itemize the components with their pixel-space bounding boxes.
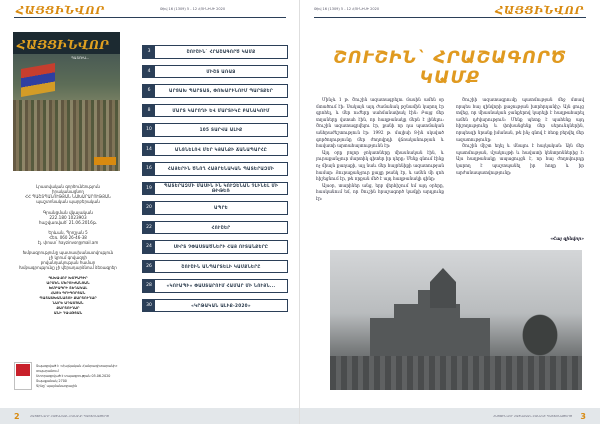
toc-item[interactable] [142, 182, 288, 196]
toc-page-number: 19 [143, 183, 155, 195]
imprint-line: էլ. փոստ՝ hayzinvor@mail.am [37, 240, 99, 245]
toc-title: ՍԻՐՏ ՉՓԱՍՏԱԾՆԵՐԻ ՀԱՅ ՈՒՏԱՆՔԵՐԸ [173, 244, 269, 250]
header-brand: ՀԱՅՑԻՆՎՈՐ [495, 4, 584, 17]
toc-title: ՇՈՒՇԻՆ ԱՆՊԱՐՏԵԼԻ ԿԱՄՔՆԵՐԸ [181, 263, 261, 269]
table-of-contents [142, 45, 288, 318]
staff-line: ԽՄԲԱԳՐԻ ՏԵՂԱԿԱԼ [48, 286, 88, 290]
toc-item[interactable] [142, 299, 288, 313]
flag-icon [21, 63, 55, 97]
toc-title: ՀԱՅԵՐԻՆ ԾՆՈՂ ՀԱՅՐԵՆԱԿԱՆ ՊԱՏԵՐԱԶՄԻ [167, 166, 275, 172]
imprint-line: Խմբագրությունը չի վերադարձնում ձեռագրեր [19, 265, 117, 270]
toc-page-number: 28 [143, 280, 155, 292]
imprint-publisher [10, 184, 126, 204]
logo-icon [16, 364, 30, 376]
toc-page-number: 4 [143, 66, 155, 78]
right-page [300, 0, 600, 424]
article-photo [330, 250, 582, 390]
page-number-right: 3 [580, 412, 586, 421]
imprint-line: ՀՀ ՊԱՇՏՊԱՆՈՒԹՅԱՆ ՆԱԽԱՐԱՐՈՒԹՅԱՆ [25, 194, 111, 199]
toc-page-number: 30 [143, 300, 155, 312]
staff-line: ՀԱՅԿ ԳՐԻԳՈՐՅԱՆ [50, 291, 86, 295]
publisher-logo [14, 362, 32, 390]
toc-title: ԱՊՐԵ [213, 205, 229, 211]
staff-line: ԱՐՄԵՆ ՄԵՐՈՒԺԱՆՅԱՆ [46, 281, 90, 285]
toc-page-number: 10 [143, 124, 155, 136]
imprint-line: Լրատվական գործունեություն [36, 184, 100, 189]
header-issue: Թիվ 16 (1309) 5 - 12 ՀՈՒՆԻՍԻ 2020 [160, 7, 226, 11]
article-signature: «Հայ զինվոր» [550, 236, 584, 241]
header-rule [14, 17, 286, 18]
toc-page-number: 16 [143, 163, 155, 175]
staff-line: ԳԼԽԱՎՈՐ ԽՄԲԱԳԻՐ [48, 276, 88, 280]
cover-title: ՀԱՅՑԻՆՎՈՐ [17, 38, 109, 52]
toc-item[interactable] [142, 143, 288, 157]
toc-item[interactable] [142, 45, 288, 59]
toc-item[interactable] [142, 123, 288, 137]
toc-page-number: 8 [143, 105, 155, 117]
footnote-line: Տպաքանակ 2700 [36, 379, 67, 383]
toc-title: «ԿՐԹԱԿԱՆ ԱԼԻՔ-2020» [191, 302, 251, 308]
toc-title: ԱՐՑԱԽ ՊԱՐՏԱՏ, ՓՈԽԱՐԻՆՈՒՄ ՊԱՐՏՔԵՐ [169, 88, 273, 94]
imprint-notes [10, 250, 126, 270]
imprint-line: Երևան, Պրոշյան 5 [48, 230, 88, 235]
cover-badge [94, 157, 116, 165]
imprint-line: Խմբագրությունը պատասխանատվություն [22, 250, 114, 255]
paragraph: Այսօր, տարիներ անց, երբ վերհիշում եմ այդ օրերը, հասկանում եմ, որ Շուշին հրաշագործ կամքի արդյունք էր: [316, 182, 444, 201]
imprint-footnote [36, 364, 132, 389]
stone-wall [330, 356, 582, 390]
staff-line: ՊԱՏԱՍԽԱՆԱՏՈՒ ՔԱՐՏՈՒՂԱՐ [39, 296, 97, 300]
staff-line: ՆԱՐԵ ԱԴԱՄՅԱՆ [52, 301, 84, 305]
left-footer-text: ՀԱՅՑԻՆՎՈՐ ՀԱՅԿԱԿԱՆ ԲԱՆԱԿԻ ՊԱՇՏՈՆԱԹԵՐԹ [30, 414, 109, 418]
toc-item[interactable] [142, 221, 288, 235]
imprint-staff [10, 276, 126, 316]
toc-item[interactable] [142, 201, 288, 215]
imprint-line: չի կրում գովազդի [49, 255, 87, 260]
footnote-line: Գինը՝ պայմանագրային [36, 384, 78, 388]
toc-title: ՄԱՐՏ ԿԱՐՈՂԻ ԵՎ ՄԱՐՏԻԿԸ ԲԱՆԱԿՈՒՄ [172, 107, 270, 113]
imprint-address [10, 230, 126, 245]
toc-title: ՇՈՒՇԻՆ` ՀՐԱՇԱԳՈՐԾ ԿԱՄՔ [186, 49, 256, 55]
staff-line: ԱՆԻ ԴԱՎԹՅԱՆ [53, 311, 83, 315]
toc-title: ՊԱՏԵՐԱԶՄԻ ՄԱՍԻՆ ԻՆ ԿՈՒԶԵՆԱՆ ՉԼԻՆԵԼ ՄԻ ԹԻԹԵՌ [163, 183, 279, 194]
staff-line: ՔԱՐՏՈՒՂԱՐ [56, 306, 80, 310]
toc-item[interactable] [142, 84, 288, 98]
toc-page-number: 20 [143, 202, 155, 214]
toc-title: 105 ՏԱՐՎԱ ԱԼԻՔ [199, 127, 243, 133]
header-rule [314, 17, 586, 18]
toc-title: ՄԻՇՏ ԱՌԱՋ [206, 68, 236, 74]
header-brand: ՀԱՅՑԻՆՎՈՐ [16, 4, 105, 17]
article-headline: ՇՈՒՇԻՆ` ՀՐԱՇԱԳՈՐԾ ԿԱՄՔ [333, 48, 567, 88]
toc-item[interactable] [142, 240, 288, 254]
toc-item[interactable] [142, 162, 288, 176]
paragraph: Այդ օրը բոլոր ջոկատները միասնական էին, և յուրաքանչյուր մարտիկ գիտեր իր դերը: Մենք գնում էինք ոչ միայն քաղաքի, այլ նաև մեր հայրենիքի ազատության համար: Յուրաքանչյուր քայլը թանկ էր, և ամեն մի զոհ հիշեցնում էր, թե որքան մեծ է այդ հաղթանակի գինը: [316, 149, 444, 182]
toc-item[interactable] [142, 104, 288, 118]
imprint-line: հաշվառված՝ 21.06.2016թ. [38, 220, 98, 225]
imprint-line: պաշտոնական պարբերական [36, 199, 100, 204]
toc-item[interactable] [142, 260, 288, 274]
toc-page-number: 24 [143, 241, 155, 253]
imprint-line: Գրանցման վկայական [43, 210, 93, 215]
toc-page-number: 3 [143, 46, 155, 58]
toc-page-number: 22 [143, 222, 155, 234]
church-tower [430, 268, 456, 308]
toc-page-number: 14 [143, 144, 155, 156]
cover-image [13, 32, 120, 171]
toc-page-number: 26 [143, 261, 155, 273]
page-number-left: 2 [14, 412, 20, 421]
imprint-line: 222.180 1023903 [49, 215, 87, 220]
paragraph: Մինչև 1 թ. Շուշին ազատագրելու մասին ամեն օր մտածում էի: Սակայն այդ ժամանակ թշնամին կարող էր գրոհել, և մեր ուժերը սահմանափակ էին: Բայց մեր տղաները վստահ էին, որ հաղթանակը մերն է լինելու: Շուշին ազատագրվելու էր, քանի որ դա պատմական անհրաժեշտություն էր: 1992 թ. մայիսի 8-ին սկսված գործողությունը մեր ժողովրդի վճռականության և հավատի արտահայտությունն էր: [316, 97, 444, 149]
toc-item[interactable] [142, 65, 288, 79]
imprint-line: Հեռ. 060 26-46-38 [49, 235, 87, 240]
toc-page-number: 6 [143, 85, 155, 97]
cover-subtitle: ՊԱՏՈՒԱ... [71, 56, 90, 60]
paragraph: Շուշին միշտ եղել և մնալու է հայկական: Այն մեր պատմության, մշակույթի և հավատի կենտրոններից է: Այս հաղթանակը ապացույցն է, որ հայ ժողովուրդը կարող է պաշտպանել իր հողը և իր արժանապատվությունը: [456, 143, 584, 175]
header-issue: Թիվ 16 (1309) 5 - 12 ՀՈՒՆԻՍԻ 2020 [314, 7, 380, 11]
footnote-line: Ստորագրված է տպագրության 05.06.2020 [36, 374, 111, 378]
imprint-line: բովանդակության համար [40, 260, 96, 265]
toc-title: ՀՈՒՇԵՐ [211, 224, 231, 230]
footnote-line: Տպագրված է «Հայկական Հանրագիտարանի» տպարանում [36, 364, 118, 373]
toc-item[interactable] [142, 279, 288, 293]
imprint-registration [10, 210, 126, 225]
paragraph: Շուշիի ազատագրումը պատմության մեջ մտավ որպես հայ զինվորի քաջության խորհրդանիշ: Այն ցույց տվեց, որ միասնական ջանքերով կարելի է հաղթահարել ամեն դժվարություն: Մենք պետք է պահենք այդ հիշողությունը և փոխանցենք մեր սերունդներին, որպեսզի նրանք իմանան, թե ինչ գնով է ձեռք բերվել մեր ազատությունը: [456, 97, 584, 142]
article-column-2 [456, 97, 584, 176]
article-column-1 [316, 97, 444, 203]
toc-title: ԱՆՑՆԵԼՈՎ ՄԵՐ ԿՅԱՆՔԻ ՃԱՆԱՊԱՐՀԸ [174, 146, 268, 152]
toc-title: «ԿՈՒԱՊԻ» ՓԱՍՏԱՐՈՒՄ ՀԱՄԱՐ ՄԻ ՆՈՒՅՆ... [166, 283, 276, 289]
right-footer-text: ՀԱՅՑԻՆՎՈՐ ՀԱՅԿԱԿԱՆ ԲԱՆԱԿԻ ՊԱՇՏՈՆԱԹԵՐԹ [493, 414, 572, 418]
imprint-line: իրականացնող [52, 189, 84, 194]
